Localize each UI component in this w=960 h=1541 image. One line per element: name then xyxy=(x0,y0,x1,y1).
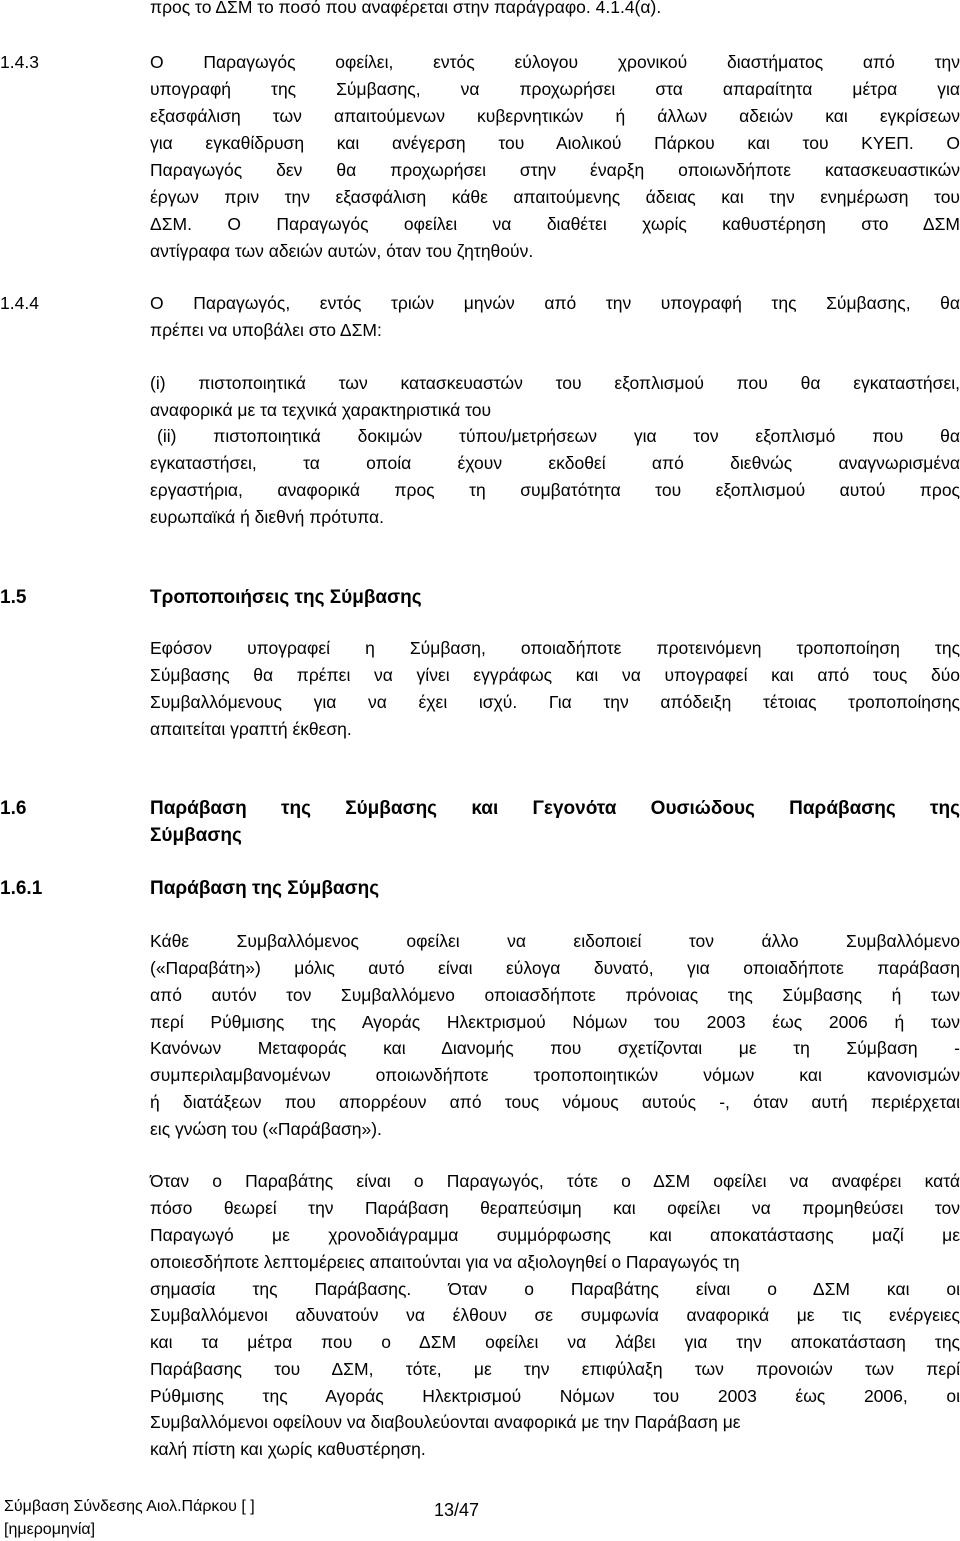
paragraph-line: αντίγραφα των αδειών αυτών, όταν του ζητηθούν. xyxy=(150,241,534,261)
paragraph-line: απαιτείται γραπτή έκθεση. xyxy=(150,719,352,739)
paragraph-line: εξασφάλιση των απαιτούμενων κυβερνητικών ή άλλων αδειών και εγκρίσεων xyxy=(150,106,960,126)
paragraph-line: Παραγωγό με χρονοδιάγραμμα συμμόρφωσης και αποκατάστασης μαζί με xyxy=(150,1225,960,1245)
paragraph-line: ή διατάξεων που απορρέουν από τους νόμους αυτούς -, όταν αυτή περιέρχεται xyxy=(150,1092,960,1112)
section-heading-1-6-cont: Σύμβασης xyxy=(150,825,242,846)
paragraph-line: Όταν ο Παραβάτης είναι ο Παραγωγός, τότε ο ΔΣΜ οφείλει να αναφέρει κατά xyxy=(150,1171,960,1191)
paragraph-line: πόσο θεωρεί την Παράβαση θεραπεύσιμη και οφείλει να προμηθεύσει τον xyxy=(150,1198,960,1218)
paragraph-line: Σύμβασης θα πρέπει να γίνει εγγράφως και να υπογραφεί και από τους δύο xyxy=(150,665,960,685)
paragraph-line: περί Ρύθμισης της Αγοράς Ηλεκτρισμού Νόμων του 2003 έως 2006 ή των xyxy=(150,1012,960,1032)
footer-page-number: 13/47 xyxy=(434,1500,480,1520)
section-number-1-6: 1.6 xyxy=(0,798,27,819)
paragraph-line: Εφόσον υπογραφεί η Σύμβαση, οποιαδήποτε προτεινόμενη τροποποίηση της xyxy=(150,638,960,658)
list-item-line: (ii) πιστοποιητικά δοκιμών τύπου/μετρήσεων για τον εξοπλισμό που θα xyxy=(157,426,960,446)
paragraph-line: Συμβαλλόμενοι αδυνατούν να έλθουν σε συμφωνία αναφορικά με τις ενέργειες xyxy=(150,1305,960,1325)
paragraph-line: Κάθε Συμβαλλόμενος οφείλει να ειδοποιεί τον άλλο Συμβαλλόμενο xyxy=(150,931,960,951)
section-number-1-5: 1.5 xyxy=(0,587,27,608)
section-number-1-4-3: 1.4.3 xyxy=(0,52,39,72)
list-item-line: εργαστήρια, αναφορικά προς τη συμβατότητα του εξοπλισμού αυτού προς xyxy=(150,480,960,500)
paragraph-line: από αυτόν τον Συμβαλλόμενο οποιασδήποτε πρόνοιας της Σύμβασης ή των xyxy=(150,985,960,1005)
paragraph-line: και τα μέτρα που ο ΔΣΜ οφείλει να λάβει για την αποκατάσταση της xyxy=(150,1332,960,1352)
paragraph-line: Ρύθμισης της Αγοράς Ηλεκτρισμού Νόμων του 2003 έως 2006, οι xyxy=(150,1386,960,1406)
paragraph-line: Παραγωγός δεν θα προχωρήσει στην έναρξη οποιωνδήποτε κατασκευαστικών xyxy=(150,160,960,180)
paragraph-line: Παράβασης του ΔΣΜ, τότε, με την επιφύλαξη των προνοιών των περί xyxy=(150,1359,960,1379)
paragraph-line: συμπεριλαμβανομένων οποιωνδήποτε τροποποιητικών νόμων και κανονισμών xyxy=(150,1065,960,1085)
paragraph-line: έργων πριν την εξασφάλιση κάθε απαιτούμενης άδειας και την ενημέρωση του xyxy=(150,187,960,207)
paragraph-line: Συμβαλλόμενους για να έχει ισχύ. Για την απόδειξη τέτοιας τροποποίησης xyxy=(150,692,960,712)
paragraph-line: Ο Παραγωγός οφείλει, εντός εύλογου χρονικού διαστήματος από την xyxy=(150,52,960,72)
paragraph-line: («Παραβάτη») μόλις αυτό είναι εύλογα δυνατό, για οποιαδήποτε παράβαση xyxy=(150,958,960,978)
paragraph-line: ΔΣΜ. Ο Παραγωγός οφείλει να διαθέτει χωρίς καθυστέρηση στο ΔΣΜ xyxy=(150,214,960,234)
paragraph-line: καλή πίστη και χωρίς καθυστέρηση. xyxy=(150,1439,426,1459)
paragraph-line: Συμβαλλόμενοι οφείλουν να διαβουλεύονται αναφορικά με την Παράβαση με xyxy=(150,1412,741,1432)
intro-tail-text: προς το ΔΣΜ το ποσό που αναφέρεται στην παράγραφο. 4.1.4(α). xyxy=(150,0,662,17)
section-heading-1-6-1: Παράβαση της Σύμβασης xyxy=(150,878,380,899)
paragraph-line: εις γνώση του («Παράβαση»). xyxy=(150,1119,382,1139)
paragraph-line: οποιεσδήποτε λεπτομέρειες απαιτούνται για να αξιολογηθεί ο Παραγωγός τη xyxy=(150,1252,740,1272)
list-item-line: εγκαταστήσει, τα οποία έχουν εκδοθεί από διεθνώς αναγνωρισμένα xyxy=(150,453,960,473)
section-number-1-4-4: 1.4.4 xyxy=(0,293,39,313)
section-heading-1-5: Τροποποιήσεις της Σύμβασης xyxy=(150,587,422,608)
section-heading-1-6: Παράβαση της Σύμβασης και Γεγονότα Ουσιώδους Παράβασης της xyxy=(150,798,960,819)
list-item-line: αναφορικά με τα τεχνικά χαρακτηριστικά του xyxy=(150,400,492,420)
paragraph-line: Κανόνων Μεταφοράς και Διανομής που σχετίζονται με τη Σύμβαση - xyxy=(150,1038,960,1058)
paragraph-line: πρέπει να υποβάλει στο ΔΣΜ: xyxy=(150,320,382,340)
list-item-line: ευρωπαϊκά ή διεθνή πρότυπα. xyxy=(150,507,384,527)
paragraph-line: υπογραφή της Σύμβασης, να προχωρήσει στα απαραίτητα μέτρα για xyxy=(150,79,960,99)
paragraph-line: για εγκαθίδρυση και ανέγερση του Αιολικού Πάρκου και του ΚΥΕΠ. Ο xyxy=(150,133,960,153)
footer-document-title: Σύμβαση Σύνδεσης Αιολ.Πάρκου [ ] xyxy=(4,1498,255,1515)
section-number-1-6-1: 1.6.1 xyxy=(0,878,43,899)
paragraph-line: σημασία της Παράβασης. Όταν ο Παραβάτης είναι ο ΔΣΜ και οι xyxy=(150,1279,960,1299)
paragraph-line: Ο Παραγωγός, εντός τριών μηνών από την υπογραφή της Σύμβασης, θα xyxy=(150,293,960,313)
list-item-line: (i) πιστοποιητικά των κατασκευαστών του εξοπλισμού που θα εγκαταστήσει, xyxy=(150,373,960,393)
footer-date-placeholder: [ημερομηνία] xyxy=(4,1521,96,1538)
